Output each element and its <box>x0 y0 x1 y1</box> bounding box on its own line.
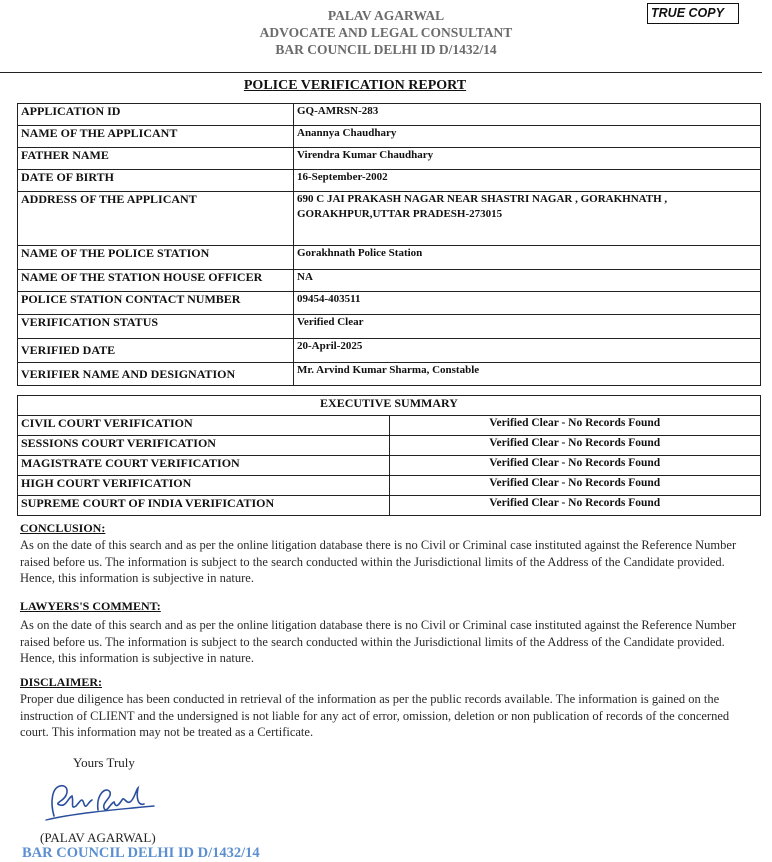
signature-icon <box>40 780 160 826</box>
table-row <box>18 363 761 386</box>
row-label: VERIFIED DATE <box>18 339 294 363</box>
row-label: NAME OF THE STATION HOUSE OFFICER <box>18 270 294 292</box>
table-row <box>18 170 761 192</box>
table-row <box>18 456 761 476</box>
table-row <box>18 126 761 148</box>
table-row <box>18 270 761 292</box>
lawyers-comment-section <box>20 598 755 667</box>
disclaimer-label: DISCLAIMER: <box>20 675 103 689</box>
table-row <box>18 436 761 456</box>
row-value: Verified Clear - No Records Found <box>389 496 761 516</box>
row-label: DATE OF BIRTH <box>18 170 294 192</box>
table-row <box>18 246 761 270</box>
conclusion-section <box>20 520 755 587</box>
table-row <box>18 315 761 339</box>
lawyers-comment-text: As on the date of this search and as per the online litigation database there is no Civil or Criminal case instituted against the Reference Number raised before us. The information is subject to the search conducted within the Jurisdictional limits of the Address of the Candidate provided. Hence, this information is subjective in nature. <box>20 617 737 666</box>
row-value: Verified Clear <box>294 315 761 339</box>
row-label: SESSIONS COURT VERIFICATION <box>18 436 390 456</box>
conclusion-text: As on the date of this search and as per the online litigation database there is no Civil or Criminal case instituted against the Reference Number raised before us. The information is subject to the search conducted within the Jurisdictional limits of the Address of the Candidate provided. Hence, this information is subjective in nature. <box>20 537 737 586</box>
disclaimer-section <box>20 674 755 741</box>
row-label: SUPREME COURT OF INDIA VERIFICATION <box>18 496 390 516</box>
table-row <box>18 339 761 363</box>
row-label: MAGISTRATE COURT VERIFICATION <box>18 456 390 476</box>
row-value: Gorakhnath Police Station <box>294 246 761 270</box>
row-label: NAME OF THE POLICE STATION <box>18 246 294 270</box>
row-value: NA <box>294 270 761 292</box>
table-row <box>18 292 761 315</box>
executive-summary-heading: EXECUTIVE SUMMARY <box>18 396 761 416</box>
row-label: VERIFICATION STATUS <box>18 315 294 339</box>
row-label: HIGH COURT VERIFICATION <box>18 476 390 496</box>
advocate-role: ADVOCATE AND LEGAL CONSULTANT <box>259 25 513 40</box>
bar-council-id: BAR COUNCIL DELHI ID D/1432/14 <box>22 845 260 861</box>
row-value: 09454-403511 <box>294 292 761 315</box>
row-value: Virendra Kumar Chaudhary <box>294 148 761 170</box>
true-copy-stamp: TRUE COPY <box>647 3 739 24</box>
table-row <box>18 192 761 246</box>
row-value: Verified Clear - No Records Found <box>389 436 761 456</box>
row-value: Anannya Chaudhary <box>294 126 761 148</box>
row-label: APPLICATION ID <box>18 104 294 126</box>
letterhead-bar-id: BAR COUNCIL DELHI ID D/1432/14 <box>275 42 497 57</box>
table-row <box>18 416 761 436</box>
signatory-name: (PALAV AGARWAL) <box>40 830 156 845</box>
executive-summary-table <box>17 395 761 516</box>
table-row <box>18 396 761 416</box>
row-value: Verified Clear - No Records Found <box>389 476 761 496</box>
lawyers-comment-label: LAWYERS'S COMMENT: <box>20 599 161 613</box>
table-row <box>18 476 761 496</box>
row-value: 16-September-2002 <box>294 170 761 192</box>
row-value: 20-April-2025 <box>294 339 761 363</box>
row-value: Mr. Arvind Kumar Sharma, Constable <box>294 363 761 386</box>
table-row <box>18 148 761 170</box>
row-label: ADDRESS OF THE APPLICANT <box>18 192 294 246</box>
table-row <box>18 496 761 516</box>
row-value: 690 C JAI PRAKASH NAGAR NEAR SHASTRI NAGAR , GORAKHNATH , GORAKHPUR,UTTAR PRADESH-273015 <box>294 192 761 246</box>
row-value: Verified Clear - No Records Found <box>389 416 761 436</box>
row-label: POLICE STATION CONTACT NUMBER <box>18 292 294 315</box>
row-label: FATHER NAME <box>18 148 294 170</box>
disclaimer-text: Proper due diligence has been conducted in retrieval of the information as per the public records available. The information is gained on the instruction of CLIENT and the undersigned is not liable for any act of error, omission, deletion or non publication of records of the concerned court. This information may not be treated as a Certificate. <box>20 691 730 740</box>
advocate-name: PALAV AGARWAL <box>327 8 445 23</box>
table-row <box>18 104 761 126</box>
report-title: POLICE VERIFICATION REPORT <box>243 78 467 93</box>
conclusion-label: CONCLUSION: <box>20 521 106 535</box>
row-value: Verified Clear - No Records Found <box>389 456 761 476</box>
row-label: VERIFIER NAME AND DESIGNATION <box>18 363 294 386</box>
header-divider <box>0 72 762 73</box>
row-value: GQ-AMRSN-283 <box>294 104 761 126</box>
row-label: CIVIL COURT VERIFICATION <box>18 416 390 436</box>
row-label: NAME OF THE APPLICANT <box>18 126 294 148</box>
closing-salutation: Yours Truly <box>73 755 135 770</box>
details-table <box>17 103 761 386</box>
